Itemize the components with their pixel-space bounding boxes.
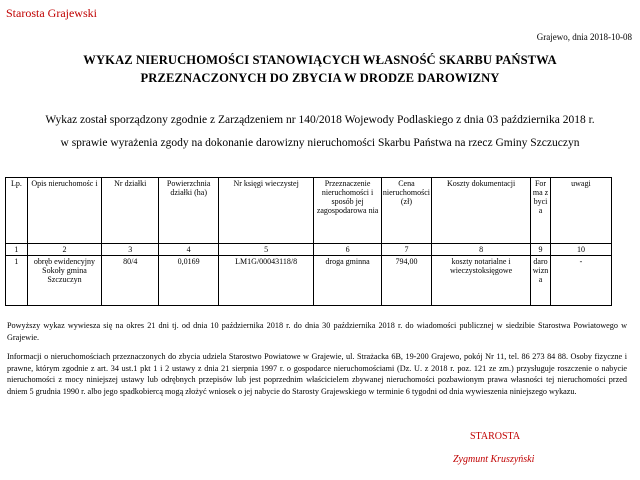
cell-description: obręb ewidencyjny Sokoły gmina Szczuczyn xyxy=(27,256,101,306)
number-cell: 4 xyxy=(159,244,219,256)
document-title xyxy=(20,51,620,87)
intro-line-1: Wykaz został sporządzony zgodnie z Zarządzeniem nr 140/2018 Wojewody Podlaskiego z dnia 03 października 2018 r. xyxy=(45,114,595,126)
intro-line-2: w sprawie wyrażenia zgody na dokonanie darowizny nieruchomości Skarbu Państwa na rzecz Gminy Szczuczyn xyxy=(60,137,580,149)
header-cell: Nr działki xyxy=(102,178,159,244)
cell-remarks: - xyxy=(550,256,611,306)
cell-area: 0,0169 xyxy=(159,256,219,306)
table-header-row xyxy=(6,178,612,244)
signature-title: STAROSTA xyxy=(470,431,521,442)
number-cell: 6 xyxy=(314,244,382,256)
header-cell: Powierzchnia działki (ha) xyxy=(159,178,219,244)
title-line-2: PRZEZNACZONYCH DO ZBYCIA W DRODZE DAROWIZNY xyxy=(140,71,500,85)
cell-costs: koszty notarialne i wieczystoksięgowe xyxy=(432,256,531,306)
number-cell: 8 xyxy=(432,244,531,256)
header-cell: uwagi xyxy=(550,178,611,244)
property-table xyxy=(5,177,612,306)
cell-purpose: droga gminna xyxy=(314,256,382,306)
header-cell: Forma zbycia xyxy=(531,178,551,244)
organization-header: Starosta Grajewski xyxy=(6,6,97,20)
information-paragraph: Informacji o nieruchomościach przeznaczonych do zbycia udziela Starostwo Powiatowe w Grajewie, ul. Strażacka 6B, 19-200 Grajewo, pokój Nr 11, tel. 86 273 84 88. Osoby fizyczne i prawne, którym zgodnie z art. 34 ust.1 pkt 1 i 2 ustawy z dnia 21 sierpnia 1997 r. o gospodarce nieruchomościami (Dz. U. z 2018 r. poz. 121 ze zm.) przysługuje roszczenie o nabycie nieruchomości z mocy niniejszej ustawy lub odrębnych przepisów lub jest poprzednim właścicielem zbywanej nieruchomości pozbawionym prawa własności tej nieruchomości przed dniem 5 grudnia 1990 r. albo jego spadkobiercą mogą złożyć wniosek o jej nabycie do Starosty Grajewskiego w terminie 6 tygodni od dnia wywieszenia niniejszego wykazu. xyxy=(7,352,627,396)
header-cell: Opis nieruchomośc i xyxy=(27,178,101,244)
number-cell: 9 xyxy=(531,244,551,256)
header-cell: Nr księgi wieczystej xyxy=(219,178,314,244)
header-cell: Koszty dokumentacji xyxy=(432,178,531,244)
title-line-1: WYKAZ NIERUCHOMOŚCI STANOWIĄCYCH WŁASNOŚĆ SKARBU PAŃSTWA xyxy=(83,53,557,67)
number-cell: 1 xyxy=(6,244,28,256)
number-cell: 5 xyxy=(219,244,314,256)
header-cell: Lp. xyxy=(6,178,28,244)
cell-lp: 1 xyxy=(6,256,28,306)
posting-notice-paragraph: Powyższy wykaz wywiesza się na okres 21 dni tj. od dnia 10 października 2018 r. do dnia 30 października 2018 r. do wiadomości publicznej w siedzibie Starostwa Powiatowego w Grajewie. xyxy=(7,321,627,342)
cell-land-register: LM1G/00043118/8 xyxy=(219,256,314,306)
header-cell: Cena nieruchomości (zł) xyxy=(381,178,431,244)
table-number-row xyxy=(6,244,612,256)
cell-parcel-number: 80/4 xyxy=(102,256,159,306)
header-cell: Przeznaczenie nieruchomości i sposób jej zagospodarowa nia xyxy=(314,178,382,244)
signature-name: Zygmunt Kruszyński xyxy=(453,454,535,465)
document-date: Grajewo, dnia 2018-10-08 xyxy=(536,32,632,42)
number-cell: 3 xyxy=(102,244,159,256)
number-cell: 10 xyxy=(550,244,611,256)
number-cell: 2 xyxy=(27,244,101,256)
number-cell: 7 xyxy=(381,244,431,256)
cell-transfer-form: darowizna xyxy=(531,256,551,306)
cell-price: 794,00 xyxy=(381,256,431,306)
table-row xyxy=(6,256,612,306)
